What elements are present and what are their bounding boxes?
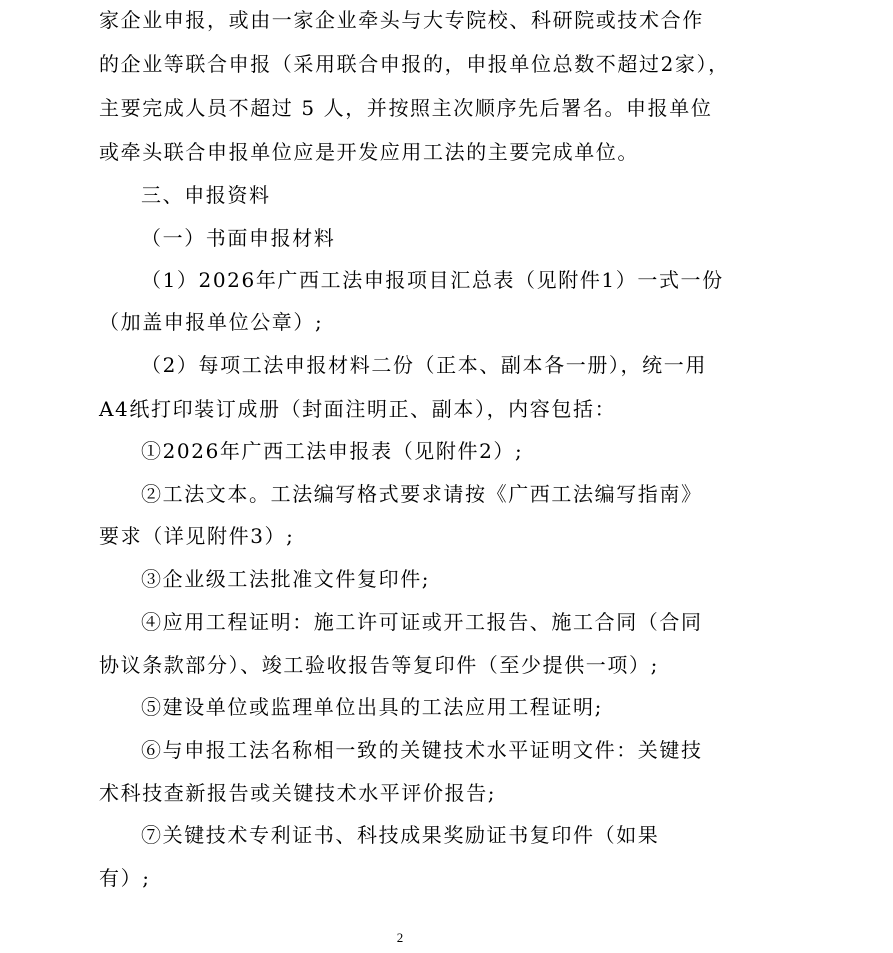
paragraph-line: 主要完成人员不超过 5 人，并按照主次顺序先后署名。申报单位 [99, 96, 713, 120]
paragraph-line: A4纸打印装订成册（封面注明正、副本），内容包括： [99, 397, 617, 421]
paragraph-line: 有）; [99, 866, 151, 890]
paragraph-line: 协议条款部分）、竣工验收报告等复印件（至少提供一项）; [99, 653, 659, 677]
list-item: ⑤建设单位或监理单位出具的工法应用工程证明; [141, 695, 603, 719]
paragraph-line: 术科技查新报告或关键技术水平评价报告; [99, 781, 497, 805]
paragraph-line: （1）2026年广西工法申报项目汇总表（见附件1）一式一份 [141, 268, 724, 292]
list-item: ⑦关键技术专利证书、科技成果奖励证书复印件（如果 [141, 823, 660, 847]
paragraph-line: 的企业等联合申报（采用联合申报的，申报单位总数不超过2家）， [99, 52, 730, 76]
section-heading: 三、申报资料 [141, 183, 271, 207]
paragraph-line: （2）每项工法申报材料二份（正本、副本各一册），统一用 [141, 353, 707, 377]
list-item: ①2026年广西工法申报表（见附件2）; [141, 439, 524, 463]
list-item: ③企业级工法批准文件复印件; [141, 567, 431, 591]
paragraph-line: 家企业申报，或由一家企业牵头与大专院校、科研院或技术合作 [99, 8, 704, 32]
list-item: ⑥与申报工法名称相一致的关键技术水平证明文件：关键技 [141, 738, 703, 762]
subsection-heading: （一）书面申报材料 [141, 226, 336, 250]
paragraph-line: （加盖申报单位公章）; [99, 310, 324, 334]
list-item: ②工法文本。工法编写格式要求请按《广西工法编写指南》 [141, 482, 703, 506]
list-item: ④应用工程证明：施工许可证或开工报告、施工合同（合同 [141, 610, 703, 634]
paragraph-line: 要求（详见附件3）; [99, 524, 295, 548]
page-number: 2 [396, 930, 404, 945]
paragraph-line: 或牵头联合申报单位应是开发应用工法的主要完成单位。 [99, 140, 639, 164]
